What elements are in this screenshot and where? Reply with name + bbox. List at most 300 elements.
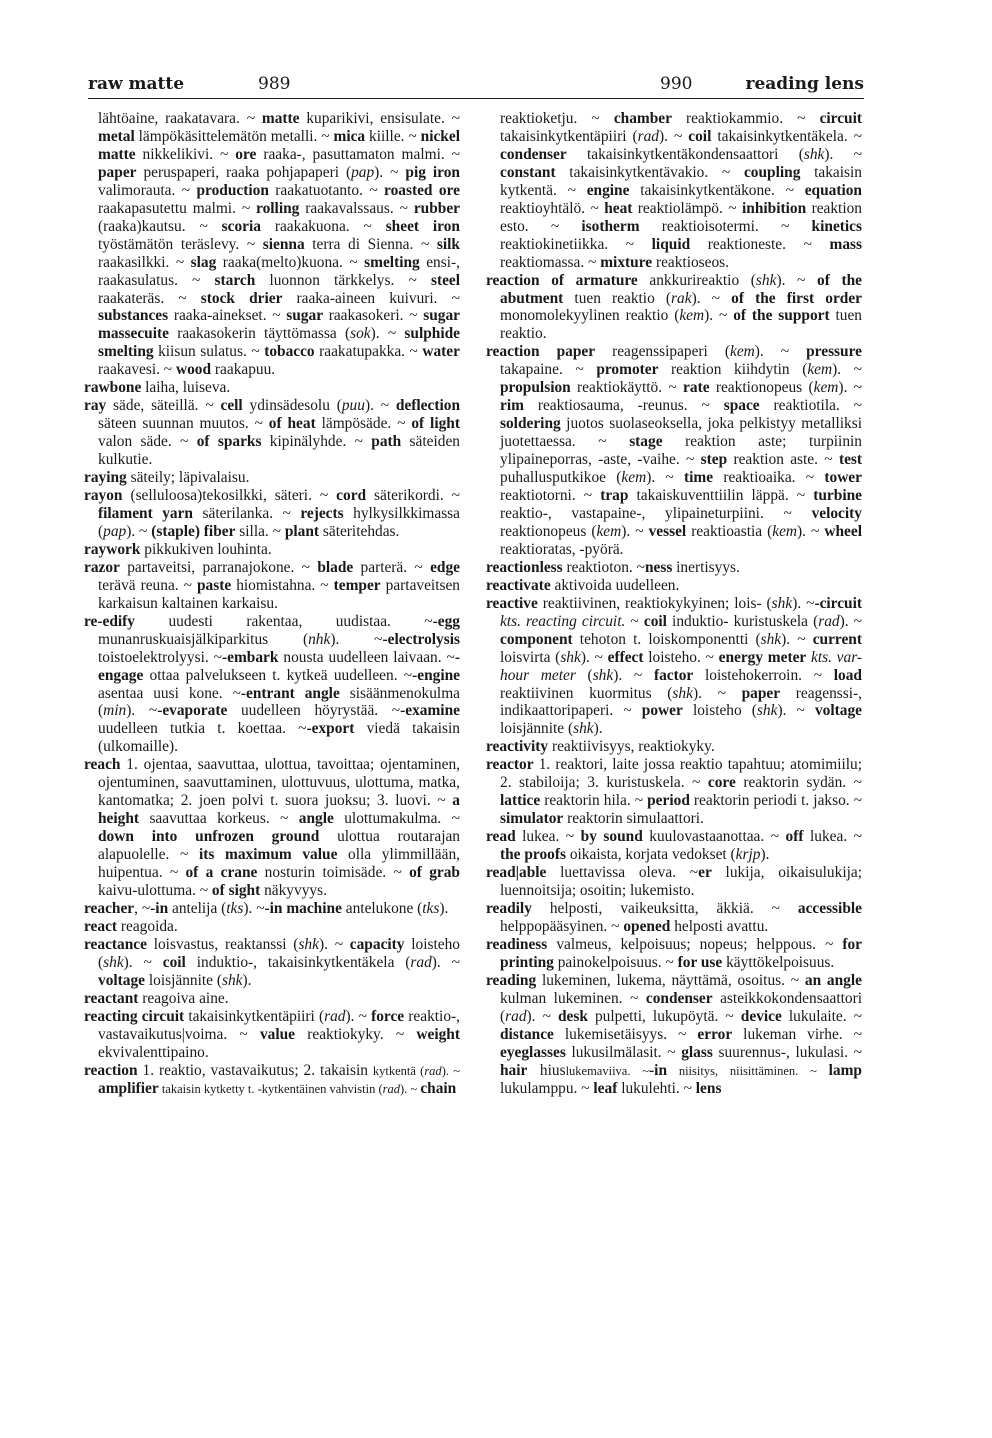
subentry: hair <box>500 1061 528 1079</box>
definition-text: antelija ( <box>168 899 227 917</box>
abbreviation: kts. var-hour meter <box>500 648 863 684</box>
definition-text: puhallusputkikoe ( <box>500 469 622 487</box>
definition-text: ). ~ <box>431 953 460 971</box>
subentry: deflection <box>395 397 461 415</box>
definition-text: takapaine. ~ <box>500 361 597 379</box>
abbreviation: rad <box>505 1007 527 1025</box>
dictionary-entry <box>84 900 460 918</box>
definition-text: munanruskuaisjälkiparkitus ( <box>98 630 309 648</box>
definition-text: raaka-ainekset. ~ <box>168 307 287 325</box>
subentry: turbine <box>813 487 862 505</box>
subentry: of the abutment <box>500 271 862 307</box>
subentry: an angle <box>804 971 862 989</box>
headword: reactive <box>486 594 538 612</box>
subentry: slag <box>190 253 217 271</box>
definition-text: tehoton t. loiskomponentti ( <box>572 630 761 648</box>
abbreviation: shk <box>672 684 693 702</box>
definition-text: reagoiva aine. <box>138 989 229 1007</box>
definition-text: , ~ <box>134 899 151 917</box>
abbreviation: shk <box>298 935 319 953</box>
definition-text: lukemisetäisyys. ~ <box>553 1025 698 1043</box>
subentry: for printing <box>500 935 862 971</box>
subentry: capacity <box>349 935 405 953</box>
subentry: stage <box>629 433 663 451</box>
subentry: accessible <box>797 899 862 917</box>
definition-text: antelukone ( <box>341 899 423 917</box>
definition-text: reaktiotila. ~ <box>759 397 862 415</box>
subentry: circuit <box>819 110 863 127</box>
subentry: load <box>833 666 862 684</box>
definition-text: reaktiokäyttö. ~ <box>570 379 684 397</box>
definition-text: olla ylimmillään, huipentua. ~ <box>98 846 460 882</box>
subentry: heat <box>604 199 633 217</box>
subentry: trap <box>600 487 629 505</box>
subentry: roasted ore <box>384 181 460 199</box>
definition-text: reaktioyhtälö. ~ <box>500 199 605 217</box>
definition-text: ekvivalenttipaino. <box>98 1043 209 1061</box>
subentry: component <box>500 630 573 648</box>
definition-text: raakapuu. <box>211 361 276 379</box>
subentry: sulphide smelting <box>98 325 461 361</box>
abbreviation: rad <box>410 953 432 971</box>
definition-text: uudelleen höyrystää. ~ <box>227 702 401 720</box>
subentry: of a crane <box>185 864 258 882</box>
definition-text: parterä. ~ <box>353 558 431 576</box>
subentry: pressure <box>806 343 862 361</box>
subentry: wood <box>175 361 212 379</box>
headword: read|able <box>486 864 547 882</box>
definition-text: hius <box>527 1061 566 1079</box>
subentry: matte <box>261 110 300 127</box>
definition-text: nosturin toimisäde. ~ <box>257 864 410 882</box>
subentry: constant <box>500 163 556 181</box>
subentry: filament yarn <box>98 504 193 522</box>
definition-text: nousta uudelleen laivaan. ~ <box>278 648 455 666</box>
definition-text: lukea. ~ <box>515 828 581 846</box>
definition-text: ). <box>593 720 603 738</box>
headword: raywork <box>84 540 141 558</box>
definition-text-small: kytkentä ( <box>372 1063 425 1078</box>
dictionary-entry <box>84 541 460 559</box>
left-guide-word: raw matte <box>88 74 185 94</box>
definition-text: reaktioratas, -pyörä. <box>500 540 624 558</box>
abbreviation: shk <box>760 630 782 648</box>
dictionary-entry <box>84 487 460 541</box>
abbreviation: rak <box>671 289 692 307</box>
subentry: amplifier <box>98 1080 159 1098</box>
definition-text: 1. reaktori, laite jossa reaktio tapahtuu; atomimiilu; 2. stabiloija; 3. kuristuskela. ~ <box>500 756 862 792</box>
definition-text: ). ~ <box>243 899 265 917</box>
abbreviation: sok <box>350 325 371 343</box>
definition-text: loisteho ( <box>98 935 460 971</box>
dictionary-entry <box>486 864 862 900</box>
definition-text: reaktio-, vastavaikutus|voima. ~ <box>98 1007 460 1043</box>
definition-text: uudelleen tutkia t. koettaa. ~ <box>98 720 307 738</box>
definition-text: ). ~ <box>374 163 406 181</box>
dictionary-entry <box>84 397 460 469</box>
definition-text: kuparikivi, ensisulate. ~ <box>299 110 460 127</box>
subentry: rim <box>500 397 524 415</box>
definition-text: loistehokerroin. ~ <box>693 666 834 684</box>
abbreviation: shk <box>573 720 594 738</box>
definition-text-small: lukemaviiva. ~ <box>565 1063 650 1078</box>
headword: re-edify <box>84 612 135 630</box>
definition-text: ). ~ <box>646 469 684 487</box>
abbreviation: kem <box>679 307 705 325</box>
definition-text: nikkelikivi. ~ <box>135 145 236 163</box>
definition-text: ). ~ <box>330 630 383 648</box>
subentry: production <box>196 181 269 199</box>
subentry: lamp <box>828 1061 862 1079</box>
definition-text: näkyvyys. <box>260 881 327 899</box>
definition-text: takaisinkytkentäpiiri ( <box>184 1007 325 1025</box>
subentry: tobacco <box>264 343 315 361</box>
definition-text: ). ~ <box>526 1007 558 1025</box>
headword: react <box>84 917 118 935</box>
subentry: effect <box>607 648 644 666</box>
definition-text: ). ~ <box>838 379 862 397</box>
definition-text: hylkysilkkimassa ( <box>98 504 461 540</box>
left-column <box>84 110 460 1099</box>
definition-text: reagenssi-, indikaattoripaperi. ~ <box>500 684 862 720</box>
subentry: ness <box>644 558 673 576</box>
definition-text: ). <box>760 846 770 864</box>
abbreviation-small: rad <box>424 1063 442 1078</box>
definition-text: raakapasutettu malmi. ~ <box>98 199 257 217</box>
subentry: edge <box>430 558 460 576</box>
definition-text: säteen suunnan muutos. ~ <box>98 415 269 433</box>
definition-text: raakasokeri. ~ <box>323 307 424 325</box>
headword: raying <box>84 469 127 487</box>
subentry: (staple) fiber <box>151 522 236 540</box>
definition-text: ). ~ <box>621 522 649 540</box>
headword: reaction paper <box>486 343 596 361</box>
definition-text: terävä reuna. ~ <box>98 576 197 594</box>
subentry: soldering <box>500 415 561 433</box>
definition-text: takaisinkytkentäpiiri ( <box>500 127 638 145</box>
subentry: -examine <box>400 702 460 720</box>
subentry: core <box>707 774 736 792</box>
definition-text: reaktioisotermi. ~ <box>639 217 812 235</box>
subentry: -engine <box>412 666 460 684</box>
definition-text: ). ~ <box>832 361 862 379</box>
abbreviation: puu <box>341 397 365 415</box>
definition-text: lukeman virhe. ~ <box>732 1025 862 1043</box>
dictionary-entry <box>84 990 460 1008</box>
abbreviation: tks <box>226 899 244 917</box>
definition-text: pulpetti, lukupöytä. ~ <box>587 1007 741 1025</box>
definition-text: raaka-aineen kuivuri. ~ <box>282 289 460 307</box>
abbreviation: shk <box>560 648 581 666</box>
dictionary-entry <box>486 272 862 344</box>
definition-text: reaktiosauma, -reunus. ~ <box>523 397 724 415</box>
definition-text: kiille. ~ <box>365 127 421 145</box>
definition-text: suurennus-, lukulasi. ~ <box>712 1043 862 1061</box>
definition-text: loisteho. ~ <box>643 648 719 666</box>
definition-text: reaktorin simulaattori. <box>563 810 704 828</box>
headword: rawbone <box>84 379 142 397</box>
subentry: -in <box>150 899 169 917</box>
subentry: by sound <box>580 828 643 846</box>
headword: reactionless <box>486 558 563 576</box>
subentry: force <box>371 1007 405 1025</box>
definition-text: ). ~ <box>659 127 689 145</box>
headword: reactivity <box>486 738 549 756</box>
definition-text: reaktorin periodi t. jakso. ~ <box>689 792 862 810</box>
subentry: chamber <box>613 110 672 127</box>
subentry: coil <box>643 612 667 630</box>
subentry: period <box>647 792 690 810</box>
abbreviation: shk <box>756 702 778 720</box>
abbreviation-small: rad <box>382 1082 400 1097</box>
definition-text: takaisinkytkentäkone. ~ <box>629 181 805 199</box>
subentry: factor <box>653 666 694 684</box>
subentry: -electrolysis <box>382 630 460 648</box>
subentry: metal <box>98 127 135 145</box>
subentry: of grab <box>409 864 460 882</box>
definition-text: luettavissa oleva. ~ <box>546 864 699 882</box>
abbreviation: kem <box>729 343 755 361</box>
subentry: opened <box>623 917 671 935</box>
subentry: condenser <box>500 145 567 163</box>
abbreviation: kem <box>596 522 622 540</box>
definition-text: kuulovastaanottaa. ~ <box>642 828 786 846</box>
headword: reacher <box>84 899 135 917</box>
subentry: eyeglasses <box>500 1043 566 1061</box>
subentry: wheel <box>824 522 862 540</box>
subentry: mica <box>333 127 366 145</box>
definition-text: tuen reaktio. <box>500 307 863 343</box>
subentry: error <box>697 1025 733 1043</box>
definition-text: ). <box>242 971 252 989</box>
definition-text: induktio- kuristuskela ( <box>666 612 819 630</box>
subentry: test <box>838 451 863 469</box>
subentry: -embark <box>222 648 279 666</box>
definition-text: raakateräs. ~ <box>98 289 201 307</box>
definition-text: laiha, luiseva. <box>141 379 231 397</box>
subentry: -export <box>306 720 355 738</box>
dictionary-entry <box>486 577 862 595</box>
definition-text: juotos suolaseoksella, joka pelkistyy metalliksi juotettaessa. ~ <box>500 415 862 451</box>
subentry: rubber <box>413 199 460 217</box>
definition-text: ). ~ <box>580 648 608 666</box>
definition-text: säterikordi. ~ <box>366 487 460 505</box>
subentry: nickel matte <box>98 127 460 163</box>
definition-text: lukusilmälasit. ~ <box>565 1043 682 1061</box>
definition-text: ). ~ <box>691 289 732 307</box>
definition-text: (raaka)kautsu. ~ <box>98 217 222 235</box>
dictionary-entry <box>84 1008 460 1062</box>
subentry: -entrant angle <box>240 684 340 702</box>
definition-text: ( <box>575 666 593 684</box>
definition-text: inertisyys. <box>672 558 740 576</box>
definition-text: sisäänmenokulma ( <box>98 684 461 720</box>
definition-text: reaktioketju. ~ <box>500 110 614 127</box>
definition-text: ). ~ <box>777 702 815 720</box>
headword: reacting circuit <box>84 1007 185 1025</box>
subentry: coupling <box>743 163 801 181</box>
definition-text: luonnon tärkkelys. ~ <box>255 271 431 289</box>
definition-text: reaktiivisyys, reaktiokyky. <box>548 738 715 756</box>
definition-text: reagenssipaperi ( <box>595 343 730 361</box>
abbreviation: kem <box>621 469 647 487</box>
definition-text: ). ~ <box>123 953 163 971</box>
definition-text: valimorauta. ~ <box>98 181 197 199</box>
definition-text: oikaista, korjata vedokset ( <box>565 846 736 864</box>
definition-text: raakavesi. ~ <box>98 361 176 379</box>
definition-text: ). ~ <box>754 343 807 361</box>
definition-text: helposti avattu. <box>670 917 769 935</box>
subentry: glass <box>681 1043 713 1061</box>
subentry: sienna <box>262 235 305 253</box>
definition-text: raaka-, pasuttamaton malmi. ~ <box>256 145 460 163</box>
subentry: paste <box>196 576 232 594</box>
subentry: -evaporate <box>157 702 228 720</box>
headword: reactant <box>84 989 139 1007</box>
definition-text: ensi-, raakasulatus. ~ <box>98 253 460 289</box>
definition-text: ). ~ <box>126 702 158 720</box>
dictionary-entry <box>486 900 862 936</box>
definition-text: tuen reaktio ( <box>563 289 672 307</box>
subentry: current <box>812 630 862 648</box>
headword: razor <box>84 558 120 576</box>
definition-text: reaktioastia ( <box>686 522 773 540</box>
abbreviation: pap <box>351 163 375 181</box>
headword: readily <box>486 899 532 917</box>
subentry: voltage <box>98 971 146 989</box>
definition-text: reaktio-, vastapaine-, ylipaineturpiini. ~ <box>500 504 812 522</box>
definition-text: reaktiokyky. ~ <box>295 1025 417 1043</box>
subentry: substances <box>98 307 169 325</box>
subentry: for use <box>677 953 723 971</box>
definition-text: ulottumakulma. ~ <box>333 810 460 828</box>
subentry: equation <box>804 181 862 199</box>
definition-text: ). ~ <box>613 666 654 684</box>
abbreviation: shk <box>592 666 614 684</box>
subentry: sugar massecuite <box>98 307 460 343</box>
definition-text: ydinsädesolu ( <box>242 397 342 415</box>
definition-text: reaktion esto. ~ <box>500 199 862 235</box>
definition-text: reaktioseos. <box>652 253 730 271</box>
subentry: mixture <box>600 253 653 271</box>
definition-text: reaktionopeus ( <box>500 522 597 540</box>
subentry: simulator <box>500 810 564 828</box>
definition-text: ~ <box>625 612 644 630</box>
subentry: time <box>684 469 714 487</box>
subentry: cord <box>336 487 367 505</box>
definition-text: lämpökäsittelemätön metalli. ~ <box>134 127 334 145</box>
dictionary-entry <box>486 559 862 577</box>
definition-text: säteiden kulkutie. <box>98 433 460 469</box>
definition-text: partaveitsi, parranajokone. ~ <box>119 558 318 576</box>
abbreviation: kem <box>807 361 833 379</box>
dictionary-entry <box>486 343 862 558</box>
abbreviation: min <box>103 702 127 720</box>
definition-text: säteritehdas. <box>319 522 400 540</box>
subentry: desk <box>557 1007 588 1025</box>
dictionary-entry <box>84 918 460 936</box>
subentry: tower <box>824 469 862 487</box>
dictionary-entry <box>486 110 862 272</box>
subentry: water <box>422 343 460 361</box>
abbreviation: shk <box>771 594 793 612</box>
definition-text: 1. ojentaa, saavuttaa, ulottua, tavoittaa; ojentaminen, ojentuminen, saavuttaminen, ulottuvuus, ulottuma, matka, kantomatka; 2. joen polvi t. suora juoksu; 3. luovi. ~ <box>98 756 460 810</box>
subentry: of sparks <box>196 433 262 451</box>
definition-text: raakavalssaus. ~ <box>299 199 414 217</box>
definition-text: valmeus, kelpoisuus; nopeus; helppous. ~ <box>547 935 843 953</box>
definition-text: ). ~ <box>692 684 742 702</box>
definition-text: ). ~ <box>824 145 862 163</box>
definition-text: takaiskuventtiilin läppä. ~ <box>628 487 814 505</box>
subentry: its maximum value <box>198 846 338 864</box>
dictionary-entry <box>486 936 862 972</box>
headword: rayon <box>84 487 123 505</box>
definition-text: raaka(melto)kuona. ~ <box>216 253 365 271</box>
subentry: temper <box>333 576 381 594</box>
abbreviation: rad <box>818 612 840 630</box>
headword: reactor <box>486 756 534 774</box>
subentry: of sight <box>211 881 261 899</box>
subentry: distance <box>500 1025 554 1043</box>
definition-text: säterilanka. ~ <box>193 504 301 522</box>
definition-text: ). ~ <box>797 522 825 540</box>
definition-text: asentaa uusi kone. ~ <box>98 684 241 702</box>
definition-text: ). ~ <box>345 1007 372 1025</box>
definition-text: ). ~ <box>370 325 405 343</box>
subentry: cell <box>220 397 243 415</box>
subentry: scoria <box>221 217 261 235</box>
definition-text: monomolekyylinen reaktio ( <box>500 307 680 325</box>
subentry: of heat <box>268 415 316 433</box>
dictionary-entry <box>486 828 862 864</box>
subentry: steel <box>430 271 461 289</box>
subentry: coil <box>688 127 712 145</box>
subentry: inhibition <box>742 199 807 217</box>
definition-text: reaktion aste; turpiinin ylipaineporras, -aste, -vaihe. ~ <box>500 433 862 469</box>
definition-text: raakasilkki. ~ <box>98 253 191 271</box>
definition-text: työstämätön teräslevy. ~ <box>98 235 263 253</box>
subentry: a height <box>98 792 460 828</box>
subentry: -engage <box>98 648 460 684</box>
definition-text: terra di Sienna. ~ <box>304 235 437 253</box>
subentry: sheet iron <box>385 217 460 235</box>
subentry: off <box>785 828 804 846</box>
right-guide-word: reading lens <box>745 74 864 94</box>
definition-text: reaktiomassa. ~ <box>500 253 601 271</box>
definition-text: lämpösäde. ~ <box>315 415 412 433</box>
subentry: ore <box>235 145 257 163</box>
subentry: rejects <box>300 504 344 522</box>
definition-text: loisvirta ( <box>500 648 561 666</box>
definition-text: toistoelektrolyysi. ~ <box>98 648 222 666</box>
subentry: -in <box>649 1061 668 1079</box>
subentry: the proofs <box>500 846 566 864</box>
definition-text: peruspaperi, raaka pohjapaperi ( <box>136 163 352 181</box>
subentry: of light <box>411 415 460 433</box>
subentry: vessel <box>648 522 687 540</box>
definition-text: takaisin kytkentä. ~ <box>500 163 863 199</box>
headword: reactance <box>84 935 147 953</box>
definition-text: valon säde. ~ <box>98 433 197 451</box>
subentry: -in machine <box>264 899 342 917</box>
definition-text: loisvastus, reaktanssi ( <box>146 935 299 953</box>
definition-text: loisjännite ( <box>500 720 574 738</box>
definition-text: raakakuona. ~ <box>260 217 386 235</box>
definition-text: reaktioneste. ~ <box>690 235 830 253</box>
definition-text: ). ~ <box>776 271 818 289</box>
abbreviation: rad <box>637 127 660 145</box>
subentry: isotherm <box>581 217 640 235</box>
